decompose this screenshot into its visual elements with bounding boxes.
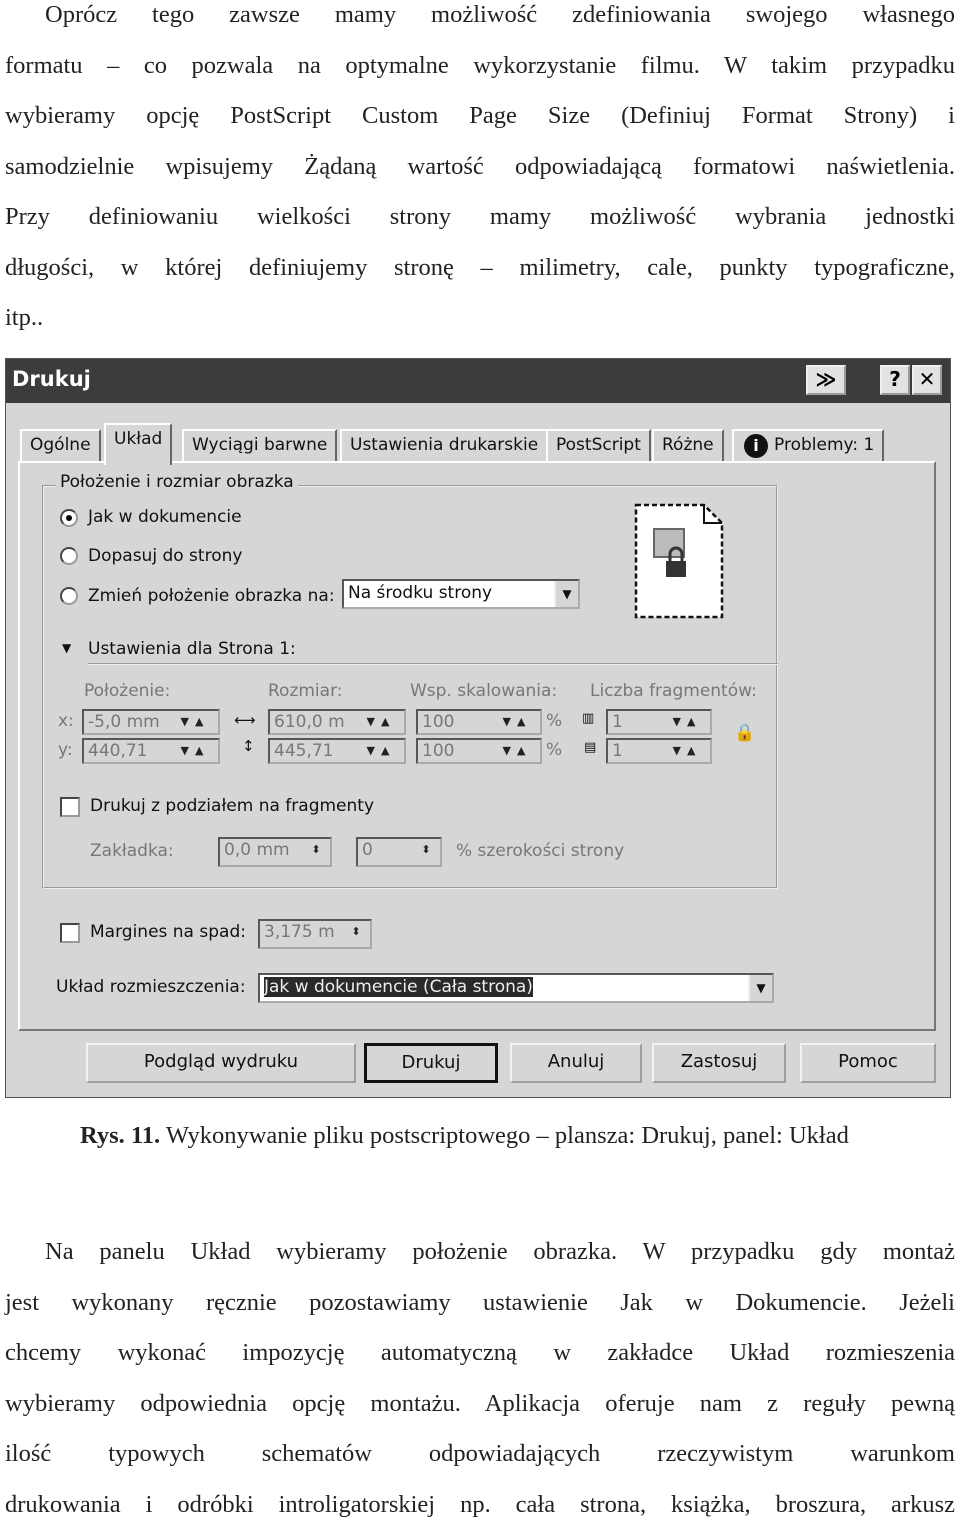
height-input[interactable]	[268, 738, 406, 764]
fragments-x-input[interactable]	[606, 709, 712, 735]
fragments-header: Liczba fragmentów:	[590, 681, 757, 701]
tile-print-checkbox[interactable]	[60, 797, 80, 817]
imposition-label: Układ rozmieszczenia:	[56, 977, 246, 997]
fragments-y-value: 1	[612, 741, 623, 761]
text-line: wybieramy odpowiednia opcję montażu. Aplikacja oferuje nam z reguły pewną	[5, 1379, 955, 1430]
spin-arrows-icon: ▼▲	[172, 740, 218, 762]
chevron-down-icon: ▼	[748, 975, 772, 1001]
group-title: Położenie i rozmiar obrazka	[56, 472, 298, 492]
text-line: wybieramy opcję PostScript Custom Page Size (Definiuj Format Strony) i	[5, 91, 955, 142]
tab-input[interactable]	[218, 837, 332, 867]
tab-issues-label: Problemy: 1	[774, 435, 874, 455]
imposition-select[interactable]	[258, 973, 774, 1003]
tab-value: 0,0 mm	[224, 840, 290, 860]
spin-arrows-icon: ⬍	[348, 921, 370, 943]
fragments-y-input[interactable]	[606, 738, 712, 764]
collapse-arrow-icon[interactable]: ▼	[62, 641, 71, 655]
tab-misc[interactable]: Różne	[652, 429, 724, 461]
spin-arrows-icon: ▼▲	[172, 711, 218, 733]
close-button[interactable]: ✕	[912, 365, 942, 395]
tab-percent-input[interactable]	[356, 837, 442, 867]
tab-label: Zakładka:	[90, 841, 174, 861]
spin-arrows-icon: ⬍	[308, 839, 330, 861]
text-line: samodzielnie wpisujemy Żądaną wartość odpowiadającą formatowi naświetlenia.	[5, 142, 955, 193]
text-line: itp..	[5, 293, 955, 344]
width-input[interactable]	[268, 709, 406, 735]
caption-text: Wykonywanie pliku postscriptowego – plansza: Drukuj, panel: Układ	[160, 1122, 849, 1149]
tab-percent-label: % szerokości strony	[456, 841, 624, 861]
width-icon: ⟷	[234, 711, 256, 729]
bleed-value: 3,175 m	[264, 922, 335, 942]
reposition-label: Zmień położenie obrazka na:	[88, 586, 335, 606]
text-line: formatu – co pozwala na optymalne wykorzystanie filmu. W takim przypadku	[5, 41, 955, 92]
dialog-title: Drukuj	[12, 367, 91, 391]
x-position-input[interactable]	[82, 709, 220, 735]
position-header: Położenie:	[84, 681, 170, 701]
height-icon: ↕	[242, 737, 255, 755]
y-position-input[interactable]	[82, 738, 220, 764]
text-line: Oprócz tego zawsze mamy możliwość zdefiniowania swojego własnego	[5, 0, 955, 41]
imposition-value: Jak w dokumencie (Cała strona)	[264, 977, 533, 997]
tab-strip	[20, 423, 900, 463]
text-line: drukowania i odróbki introligatorskiej np. cała strona, książka, broszura, arkusz	[5, 1480, 955, 1530]
width-value: 610,0 m	[274, 712, 345, 732]
percent-label: %	[546, 740, 562, 760]
bleed-checkbox[interactable]	[60, 923, 80, 943]
print-dialog	[5, 358, 951, 1098]
fit-page-radio[interactable]	[60, 547, 78, 565]
text-line: długości, w której definiujemy stronę – milimetry, cale, punkty typograficzne,	[5, 243, 955, 294]
apply-button[interactable]: Zastosuj	[652, 1043, 786, 1083]
scale-x-value: 100	[422, 712, 454, 732]
spin-arrows-icon: ▼▲	[494, 711, 540, 733]
tab-postscript[interactable]: PostScript	[546, 429, 651, 461]
divider	[88, 663, 778, 665]
tiles-vertical-icon: ▤	[584, 740, 596, 755]
tab-layout[interactable]: Układ	[104, 423, 172, 465]
text-line: Na panelu Układ wybieramy położenie obrazka. W przypadku gdy montaż	[5, 1227, 955, 1278]
text-line: Przy definiowaniu wielkości strony mamy możliwość wybrania jednostki	[5, 192, 955, 243]
title-bar	[6, 359, 950, 403]
spin-arrows-icon: ▼▲	[358, 711, 404, 733]
paragraph-intro	[5, 0, 955, 344]
tab-prepress[interactable]: Ustawienia drukarskie	[340, 429, 548, 461]
fit-page-label: Dopasuj do strony	[88, 546, 242, 566]
tile-print-label: Drukuj z podziałem na fragmenty	[90, 796, 374, 816]
fragments-x-value: 1	[612, 712, 623, 732]
info-icon: i	[744, 434, 768, 458]
caption-label: Rys. 11.	[80, 1122, 160, 1149]
print-preview-button[interactable]: Podgląd wydruku	[86, 1043, 356, 1083]
page-preview-icon	[634, 503, 724, 619]
scale-y-input[interactable]	[416, 738, 542, 764]
x-position-value: -5,0 mm	[88, 712, 160, 732]
spin-arrows-icon: ▼▲	[358, 740, 404, 762]
text-line: chcemy wykonać impozycję automatyczną w zakładce Układ rozmieszenia	[5, 1328, 955, 1379]
help-text-button[interactable]: Pomoc	[800, 1043, 936, 1083]
as-document-label: Jak w dokumencie	[88, 507, 242, 527]
chevron-down-icon: ▼	[554, 581, 578, 607]
scale-y-value: 100	[422, 741, 454, 761]
figure-caption	[80, 1120, 940, 1152]
x-label: x:	[58, 711, 74, 731]
print-button[interactable]: Drukuj	[364, 1043, 498, 1083]
text-line: jest wykonany ręcznie pozostawiamy ustawienie Jak w Dokumencie. Jeżeli	[5, 1278, 955, 1329]
spin-arrows-icon: ▼▲	[664, 711, 710, 733]
as-document-radio[interactable]	[60, 509, 78, 527]
text-line: ilość typowych schematów odpowiadających rzeczywistym warunkom	[5, 1429, 955, 1480]
spin-arrows-icon: ▼▲	[664, 740, 710, 762]
lock-icon[interactable]: 🔒	[734, 723, 755, 743]
reposition-value: Na środku strony	[348, 583, 492, 603]
reposition-select[interactable]	[342, 579, 580, 609]
help-button[interactable]: ?	[880, 365, 910, 395]
tiles-horizontal-icon: ▥	[582, 711, 594, 726]
scale-x-input[interactable]	[416, 709, 542, 735]
expand-button[interactable]: ≫	[806, 365, 846, 395]
height-value: 445,71	[274, 741, 333, 761]
tab-separations[interactable]: Wyciągi barwne	[182, 429, 337, 461]
scale-header: Wsp. skalowania:	[410, 681, 557, 701]
spin-arrows-icon: ⬍	[418, 839, 440, 861]
spin-arrows-icon: ▼▲	[494, 740, 540, 762]
bleed-input[interactable]	[258, 919, 372, 949]
tab-general[interactable]: Ogólne	[20, 429, 101, 461]
y-label: y:	[58, 740, 73, 760]
size-header: Rozmiar:	[268, 681, 343, 701]
bleed-label: Margines na spad:	[90, 922, 246, 942]
tab-issues[interactable]	[732, 429, 884, 461]
percent-label: %	[546, 711, 562, 731]
reposition-radio[interactable]	[60, 587, 78, 605]
page-settings-label: Ustawienia dla Strona 1:	[88, 639, 296, 659]
paragraph-layout-panel	[5, 1227, 955, 1530]
tab-percent-value: 0	[362, 840, 373, 860]
y-position-value: 440,71	[88, 741, 147, 761]
cancel-button[interactable]: Anuluj	[510, 1043, 642, 1083]
